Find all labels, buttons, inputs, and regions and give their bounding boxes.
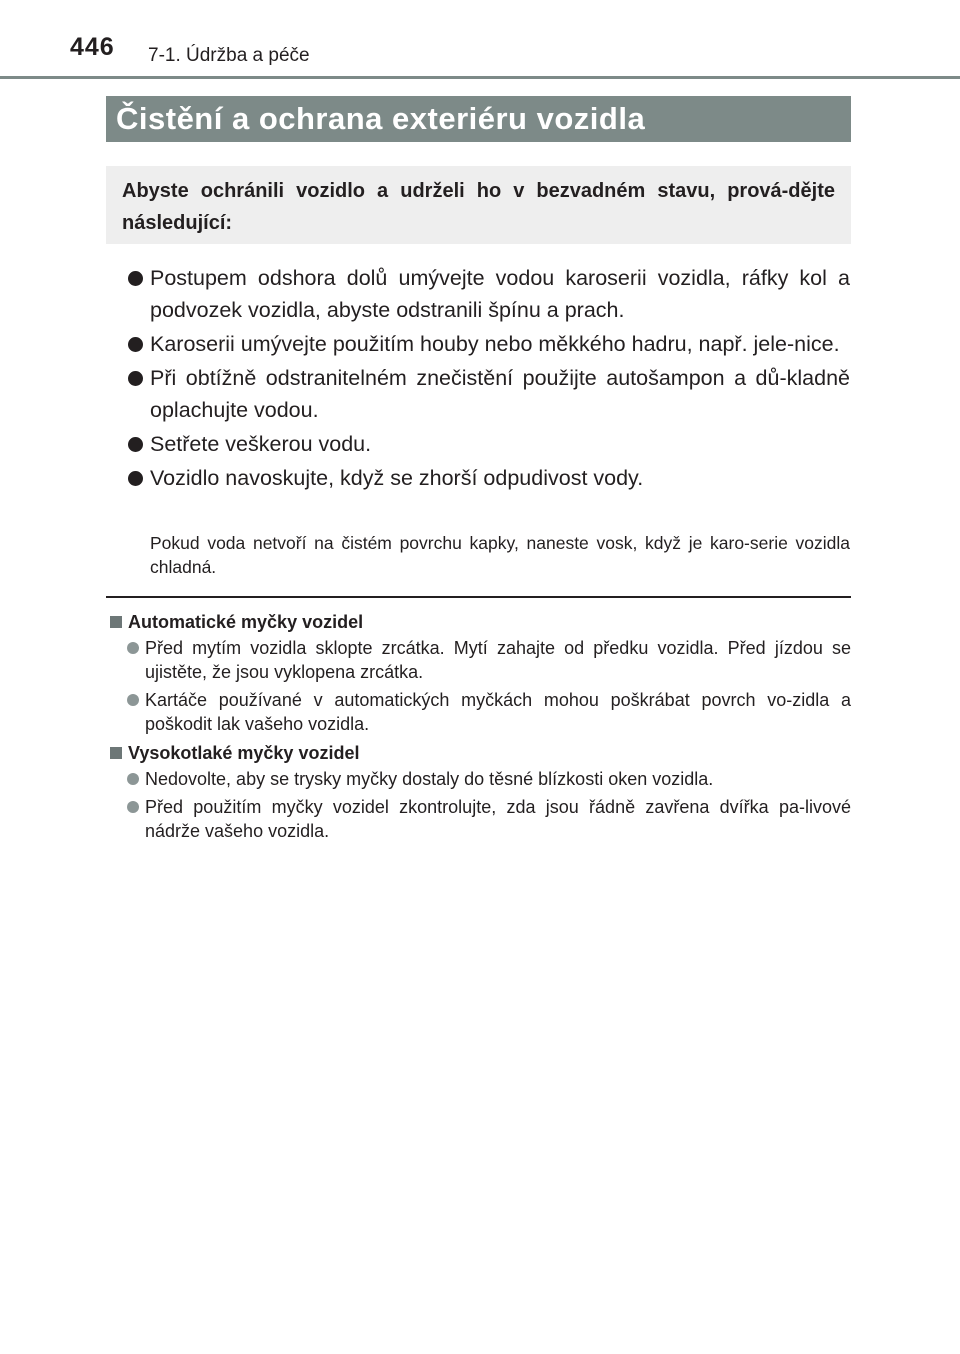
info-item — [110, 636, 851, 684]
info-item-text: Před použitím myčky vozidel zkontrolujte, zda jsou řádně zavřena dvířka pa-livové nádrže vašeho vozidla. — [145, 797, 851, 841]
bullet-dot-icon — [128, 337, 143, 352]
instruction-text: Vozidlo navoskujte, když se zhorší odpudivost vody. — [150, 466, 644, 490]
instruction-item — [128, 262, 850, 326]
bullet-dot-icon — [128, 271, 143, 286]
info-heading-text: Automatické myčky vozidel — [128, 612, 364, 632]
intro-text: Abyste ochránili vozidlo a udrželi ho v bezvadném stavu, prová-dějte následující: — [122, 180, 835, 234]
info-heading-text: Vysokotlaké myčky vozidel — [128, 743, 360, 763]
instruction-text: Karoserii umývejte použitím houby nebo měkkého hadru, např. jele-nice. — [150, 332, 840, 356]
section-divider — [106, 596, 851, 598]
info-item-text: Před mytím vozidla sklopte zrcátka. Mytí zahajte od předku vozidla. Před jízdou se ujistěte, že jsou vyklopena zrcátka. — [145, 638, 851, 682]
square-bullet-icon — [110, 616, 122, 628]
page-number: 446 — [70, 33, 115, 61]
info-heading — [110, 609, 851, 636]
page-title: Čistění a ochrana exteriéru vozidla — [116, 101, 646, 136]
info-item-text: Nedovolte, aby se trysky myčky dostaly do těsné blízkosti oken vozidla. — [145, 769, 714, 789]
info-group-high-pressure-washes — [110, 740, 851, 843]
info-item — [110, 688, 851, 736]
instruction-item — [128, 462, 850, 494]
square-bullet-icon — [110, 747, 122, 759]
info-section — [110, 609, 851, 847]
info-item-text: Kartáče používané v automatických myčkách mohou poškrábat povrch vo-zidla a poškodit lak vašeho vozidla. — [145, 690, 851, 734]
intro-box — [106, 166, 851, 244]
instruction-item — [128, 328, 850, 360]
wax-note: Pokud voda netvoří na čistém povrchu kapky, naneste vosk, když je karo-serie vozidla chladná. — [150, 533, 850, 577]
circle-bullet-icon — [127, 642, 139, 654]
bullet-dot-icon — [128, 371, 143, 386]
header-divider — [0, 76, 960, 79]
bullet-dot-icon — [128, 437, 143, 452]
bullet-dot-icon — [128, 471, 143, 486]
info-item — [110, 795, 851, 843]
circle-bullet-icon — [127, 773, 139, 785]
circle-bullet-icon — [127, 801, 139, 813]
title-bar — [106, 96, 851, 142]
instruction-list — [128, 262, 850, 496]
instruction-item — [128, 362, 850, 426]
instruction-text: Postupem odshora dolů umývejte vodou karoserii vozidla, ráfky kol a podvozek vozidla, abyste odstranili špínu a prach. — [150, 266, 850, 322]
instruction-item — [128, 428, 850, 460]
info-item — [110, 767, 851, 791]
circle-bullet-icon — [127, 694, 139, 706]
info-group-automatic-washes — [110, 609, 851, 736]
info-heading — [110, 740, 851, 767]
instruction-text: Při obtížně odstranitelném znečistění použijte autošampon a dů-kladně oplachujte vodou. — [150, 366, 850, 422]
instruction-text: Setřete veškerou vodu. — [150, 432, 372, 456]
section-label: 7-1. Údržba a péče — [148, 45, 310, 66]
